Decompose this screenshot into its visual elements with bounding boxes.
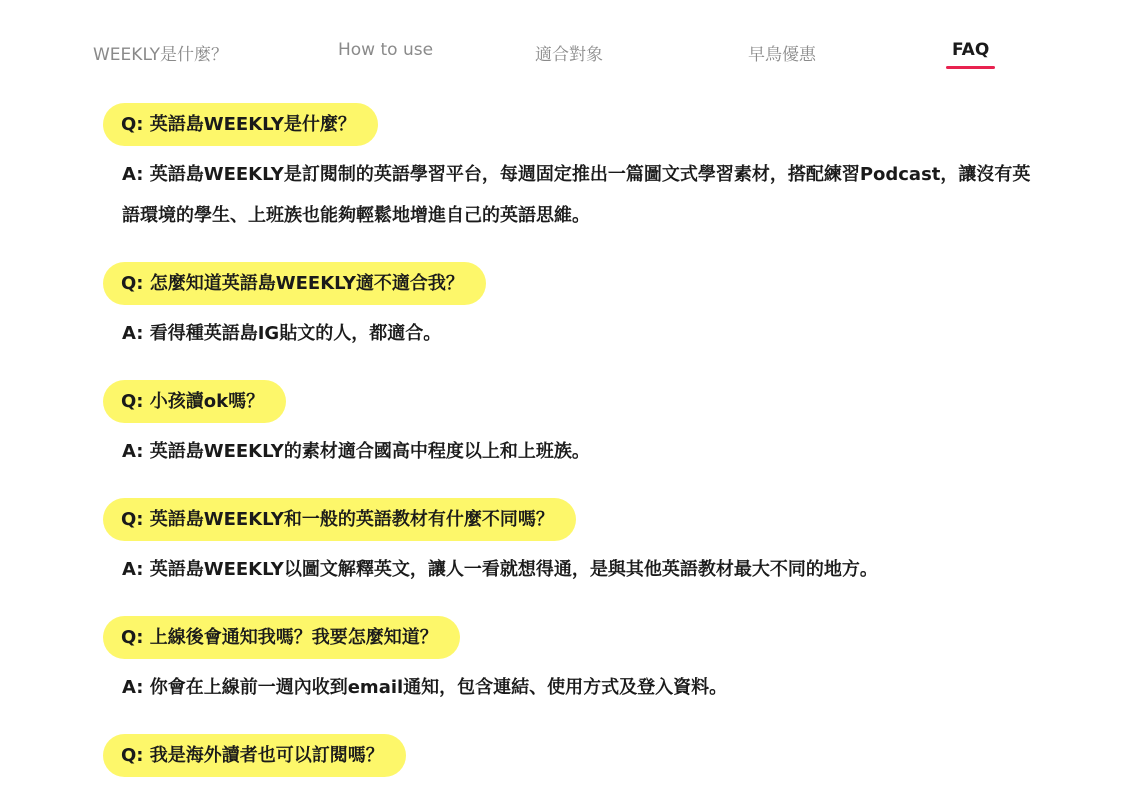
faq-item — [103, 734, 1063, 777]
faq-question[interactable]: Q: 我是海外讀者也可以訂閱嗎？ — [103, 734, 406, 777]
faq-answer: A: 你會在上線前一週內收到email通知，包含連結、使用方式及登入資料。 — [122, 677, 728, 698]
faq-item — [103, 262, 1063, 354]
faq-question[interactable]: Q: 小孩讀ok嗎？ — [103, 380, 286, 423]
faq-answer: A: 英語島WEEKLY是訂閱制的英語學習平台，每週固定推出一篇圖文式學習素材，搭配練習Podcast，讓沒有英語環境的學生、上班族也能夠輕鬆地增進自己的英語思維。 — [122, 164, 1031, 226]
tab-faq-label: FAQ — [952, 40, 990, 60]
faq-question[interactable]: Q: 上線後會通知我嗎？我要怎麼知道？ — [103, 616, 460, 659]
faq-answer: A: 英語島WEEKLY以圖文解釋英文，讓人一看就想得通，是與其他英語教材最大不同的地方。 — [122, 559, 878, 580]
faq-item — [103, 616, 1063, 708]
tab-target-audience[interactable]: 適合對象 — [535, 45, 603, 65]
faq-answer: A: 英語島WEEKLY的素材適合國高中程度以上和上班族。 — [122, 441, 590, 462]
faq-question[interactable]: Q: 怎麼知道英語島WEEKLY適不適合我？ — [103, 262, 486, 305]
tab-faq[interactable] — [952, 40, 989, 60]
faq-question[interactable]: Q: 英語島WEEKLY是什麼？ — [103, 103, 378, 146]
tab-how-to-use[interactable]: How to use — [338, 40, 434, 60]
tab-weekly-about[interactable]: WEEKLY是什麼？ — [93, 45, 229, 65]
faq-question[interactable]: Q: 英語島WEEKLY和一般的英語教材有什麼不同嗎？ — [103, 498, 576, 541]
faq-item — [103, 380, 1063, 472]
faq-item — [103, 103, 1063, 236]
faq-nav-tabs — [0, 0, 1140, 90]
faq-item — [103, 498, 1063, 590]
tab-early-bird[interactable]: 早鳥優惠 — [748, 45, 816, 65]
active-tab-underline — [946, 66, 995, 69]
faq-list — [103, 103, 1063, 803]
faq-answer: A: 看得種英語島IG貼文的人，都適合。 — [122, 323, 442, 344]
